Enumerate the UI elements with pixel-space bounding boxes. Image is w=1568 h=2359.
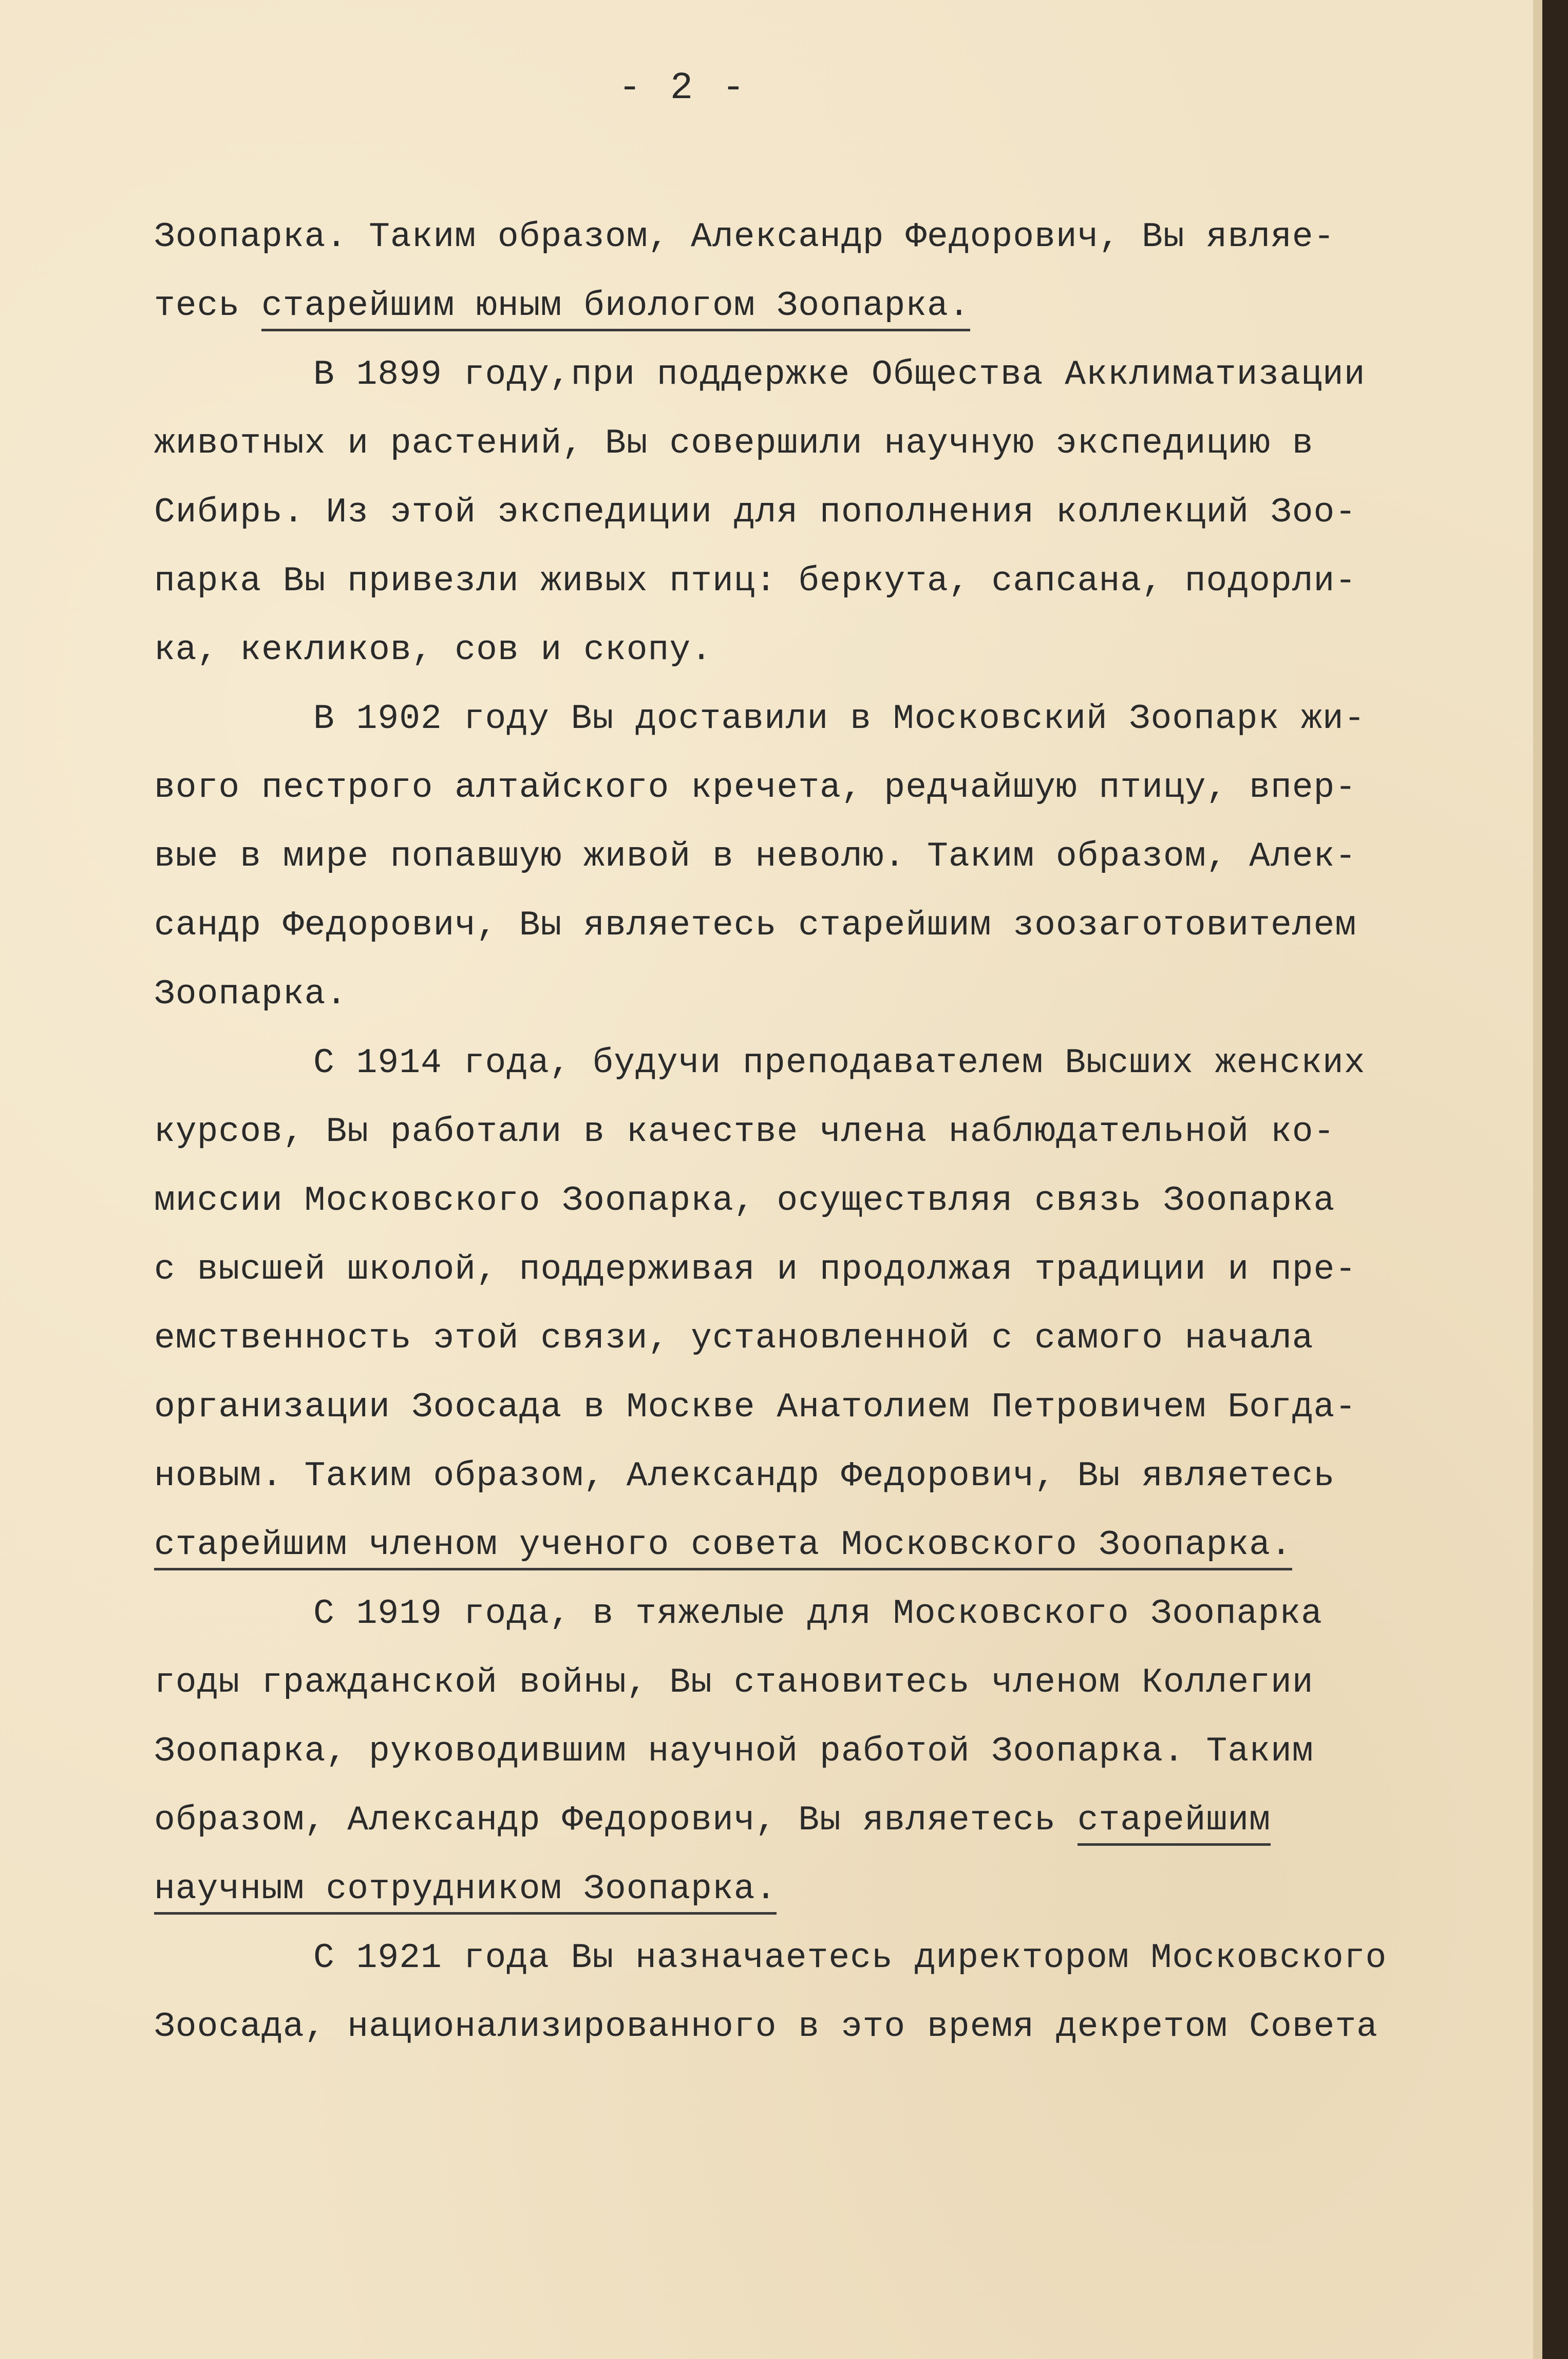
text-segment: организации Зоосада в Москве Анатолием Петровичем Богда-	[154, 1388, 1357, 1427]
text-segment: Сибирь. Из этой экспедиции для пополнения коллекций Зоо-	[154, 493, 1357, 532]
text-line	[154, 1235, 1489, 1304]
text-line	[154, 341, 1489, 409]
underlined-text: научным сотрудником Зоопарка.	[154, 1869, 777, 1915]
paragraph	[154, 203, 1489, 341]
text-line	[154, 1993, 1489, 2062]
text-segment: парка Вы привезли живых птиц: беркута, сапсана, подорли-	[154, 561, 1357, 601]
binding-shadow	[1542, 0, 1568, 2359]
text-line	[154, 1786, 1489, 1855]
text-line	[154, 960, 1489, 1029]
text-segment: миссии Московского Зоопарка, осуществляя связь Зоопарка	[154, 1181, 1335, 1221]
text-line	[154, 409, 1489, 478]
document-body	[154, 203, 1489, 2062]
text-segment: годы гражданской войны, Вы становитесь членом Коллегии	[154, 1663, 1314, 1702]
text-line	[154, 1167, 1489, 1235]
text-segment: тесь	[154, 286, 262, 326]
text-segment: В 1902 году Вы доставили в Московский Зоопарк жи-	[313, 699, 1366, 739]
text-line	[154, 754, 1489, 822]
page-number: - 2 -	[618, 67, 748, 110]
text-line	[154, 1373, 1489, 1442]
paragraph	[154, 1029, 1489, 1580]
paragraph	[154, 1924, 1489, 2062]
text-segment: животных и растений, Вы совершили научную экспедицию в	[154, 424, 1314, 463]
text-line	[154, 1580, 1489, 1649]
text-line	[154, 1098, 1489, 1167]
text-segment: Зоопарка. Таким образом, Александр Федорович, Вы являе-	[154, 217, 1335, 257]
text-segment: Зоосада, национализированного в это время декретом Совета	[154, 2007, 1378, 2047]
text-segment: вые в мире попавшую живой в неволю. Таким образом, Алек-	[154, 837, 1357, 876]
text-segment: вого пестрого алтайского кречета, редчайшую птицу, впер-	[154, 768, 1357, 808]
text-segment: С 1921 года Вы назначаетесь директором Московского	[313, 1938, 1387, 1978]
text-line	[154, 1649, 1489, 1717]
underlined-text: старейшим	[1078, 1801, 1271, 1846]
text-line	[154, 1924, 1489, 1993]
text-line	[154, 203, 1489, 272]
text-line	[154, 1717, 1489, 1786]
text-segment: ка, кекликов, сов и скопу.	[154, 630, 712, 670]
text-segment: с высшей школой, поддерживая и продолжая традиции и пре-	[154, 1250, 1357, 1289]
text-segment: курсов, Вы работали в качестве члена наблюдательной ко-	[154, 1112, 1335, 1152]
text-line	[154, 547, 1489, 616]
text-line	[154, 1442, 1489, 1511]
underlined-text: старейшим юным биологом Зоопарка.	[261, 286, 970, 331]
underlined-text: старейшим членом ученого совета Московского Зоопарка.	[154, 1525, 1292, 1570]
text-line	[154, 822, 1489, 891]
text-line	[154, 1855, 1489, 1924]
text-segment: Зоопарка, руководившим научной работой Зоопарка. Таким	[154, 1732, 1314, 1771]
text-segment: сандр Федорович, Вы являетесь старейшим зоозаготовителем	[154, 906, 1357, 945]
text-line	[154, 478, 1489, 547]
paragraph	[154, 341, 1489, 685]
text-line	[154, 272, 1489, 341]
text-segment: В 1899 году,при поддержке Общества Акклиматизации	[313, 355, 1366, 395]
text-segment: новым. Таким образом, Александр Федорович, Вы являетесь	[154, 1456, 1335, 1496]
page-edge	[1533, 0, 1542, 2359]
text-segment: образом, Александр Федорович, Вы являетесь	[154, 1801, 1078, 1840]
text-line	[154, 616, 1489, 685]
text-line	[154, 1304, 1489, 1373]
text-line	[154, 1029, 1489, 1098]
text-line	[154, 891, 1489, 960]
text-segment: Зоопарка.	[154, 975, 348, 1014]
paragraph	[154, 685, 1489, 1029]
text-line	[154, 1511, 1489, 1580]
text-segment: С 1919 года, в тяжелые для Московского Зоопарка	[313, 1594, 1323, 1634]
text-segment: С 1914 года, будучи преподавателем Высших женских	[313, 1043, 1366, 1083]
paragraph	[154, 1580, 1489, 1924]
text-segment: емственность этой связи, установленной с самого начала	[154, 1319, 1314, 1358]
text-line	[154, 685, 1489, 754]
